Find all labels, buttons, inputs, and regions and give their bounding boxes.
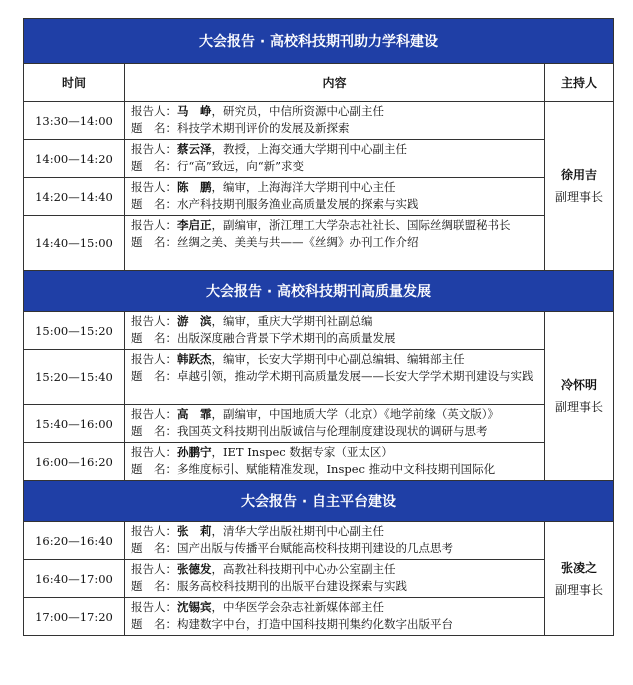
reporter-name: 马 峥 (177, 104, 212, 118)
host-name: 冷怀明 (561, 378, 598, 392)
reporter-affiliation: ，清华大学出版社期刊中心副主任 (211, 524, 384, 538)
content-cell (125, 102, 545, 140)
content-cell (125, 598, 545, 636)
topic-text: 多维度标引、赋能精准发现，Inspec 推动中文科技期刊国际化 (177, 462, 496, 476)
content-cell (125, 350, 545, 405)
table-row (24, 216, 614, 271)
time-cell: 15:00—15:20 (24, 312, 125, 350)
topic-text: 服务高校科技期刊的出版平台建设探索与实践 (177, 579, 407, 593)
topic-label: 题 名： (131, 121, 177, 135)
reporter-affiliation: ，IET Inspec 数据专家（亚太区） (211, 445, 393, 459)
reporter-affiliation: ，中华医学会杂志社新媒体部主任 (211, 600, 384, 614)
content-cell (125, 443, 545, 481)
time-cell: 15:20—15:40 (24, 350, 125, 405)
content-cell (125, 140, 545, 178)
section-title: 大会报告 · 高校科技期刊高质量发展 (24, 271, 614, 312)
time-cell: 16:00—16:20 (24, 443, 125, 481)
topic-text: 构建数字中台，打造中国科技期刊集约化数字出版平台 (177, 617, 453, 631)
reporter-label: 报告人： (131, 524, 177, 538)
time-cell: 16:40—17:00 (24, 560, 125, 598)
time-cell: 14:00—14:20 (24, 140, 125, 178)
topic-label: 题 名： (131, 369, 177, 383)
host-name: 张凌之 (561, 560, 598, 575)
table-row (24, 443, 614, 481)
schedule-wrapper (23, 18, 613, 636)
table-row (24, 312, 614, 350)
time-cell: 15:40—16:00 (24, 405, 125, 443)
reporter-affiliation: ，编审，长安大学期刊中心副总编辑、编辑部主任 (211, 352, 465, 366)
reporter-affiliation: ，编审，重庆大学期刊社副总编 (211, 314, 373, 328)
content-cell (125, 312, 545, 350)
content-cell (125, 405, 545, 443)
host-cell (545, 522, 614, 636)
reporter-affiliation: ，编审，上海海洋大学期刊中心主任 (211, 180, 396, 194)
section-title: 大会报告 · 自主平台建设 (24, 481, 614, 522)
table-row (24, 102, 614, 140)
column-header-content: 内容 (125, 64, 545, 102)
topic-label: 题 名： (131, 579, 177, 593)
time-cell: 13:30—14:00 (24, 102, 125, 140)
table-row (24, 405, 614, 443)
host-title: 副理事长 (555, 400, 604, 414)
topic-label: 题 名： (131, 617, 177, 631)
reporter-label: 报告人： (131, 407, 177, 421)
topic-label: 题 名： (131, 331, 177, 345)
host-title: 副理事长 (555, 582, 604, 597)
topic-label: 题 名： (131, 235, 177, 249)
reporter-name: 蔡云泽 (177, 142, 212, 156)
reporter-affiliation: ，副编审，浙江理工大学杂志社社长、国际丝绸联盟秘书长 (211, 218, 511, 232)
reporter-name: 陈 鹏 (177, 180, 212, 194)
column-header-time: 时间 (24, 64, 125, 102)
reporter-name: 韩跃杰 (177, 352, 212, 366)
section-title: 大会报告 · 高校科技期刊助力学科建设 (24, 19, 614, 64)
column-header-row (24, 64, 614, 102)
section-header-2 (24, 271, 614, 312)
content-cell (125, 560, 545, 598)
host-cell (545, 102, 614, 271)
reporter-affiliation: ，副编审，中国地质大学（北京）《地学前缘（英文版）》 (211, 407, 499, 421)
reporter-affiliation: ，高教社科技期刊中心办公室副主任 (211, 562, 396, 576)
reporter-name: 张 莉 (177, 524, 212, 538)
reporter-label: 报告人： (131, 142, 177, 156)
table-row (24, 140, 614, 178)
host-name: 徐用吉 (561, 168, 598, 182)
reporter-name: 孙鹏宁 (177, 445, 212, 459)
time-cell: 17:00—17:20 (24, 598, 125, 636)
reporter-name: 沈锡宾 (177, 600, 212, 614)
topic-text: 科技学术期刊评价的发展及新探索 (177, 121, 350, 135)
reporter-name: 游 滨 (177, 314, 212, 328)
time-cell: 16:20—16:40 (24, 522, 125, 560)
topic-text: 行“高”致远，向“新”求变 (177, 159, 305, 173)
section-header-1 (24, 19, 614, 64)
schedule-table (23, 18, 614, 636)
table-row (24, 350, 614, 405)
section-header-3 (24, 481, 614, 522)
reporter-name: 张德发 (177, 562, 212, 576)
reporter-label: 报告人： (131, 104, 177, 118)
table-row (24, 560, 614, 598)
content-cell (125, 178, 545, 216)
reporter-label: 报告人： (131, 314, 177, 328)
topic-text: 国产出版与传播平台赋能高校科技期刊建设的几点思考 (177, 541, 453, 555)
content-cell (125, 522, 545, 560)
host-cell (545, 312, 614, 481)
topic-text: 出版深度融合背景下学术期刊的高质量发展 (177, 331, 396, 345)
topic-label: 题 名： (131, 462, 177, 476)
reporter-name: 高 霏 (177, 407, 212, 421)
reporter-label: 报告人： (131, 218, 177, 232)
topic-label: 题 名： (131, 159, 177, 173)
reporter-label: 报告人： (131, 600, 177, 614)
topic-text: 卓越引领，推动学术期刊高质量发展——长安大学学术期刊建设与实践 (177, 369, 534, 383)
reporter-label: 报告人： (131, 352, 177, 366)
topic-text: 丝绸之美、美美与共——《丝绸》办刊工作介绍 (177, 235, 419, 249)
time-cell: 14:40—15:00 (24, 216, 125, 271)
reporter-name: 李启正 (177, 218, 212, 232)
host-title: 副理事长 (555, 190, 604, 204)
table-row (24, 598, 614, 636)
reporter-label: 报告人： (131, 562, 177, 576)
reporter-affiliation: ，教授，上海交通大学期刊中心副主任 (211, 142, 407, 156)
table-row (24, 178, 614, 216)
topic-label: 题 名： (131, 424, 177, 438)
table-row (24, 522, 614, 560)
reporter-affiliation: ，研究员，中信所资源中心副主任 (211, 104, 384, 118)
topic-text: 水产科技期刊服务渔业高质量发展的探索与实践 (177, 197, 419, 211)
reporter-label: 报告人： (131, 445, 177, 459)
column-header-host: 主持人 (545, 64, 614, 102)
topic-label: 题 名： (131, 541, 177, 555)
topic-text: 我国英文科技期刊出版诚信与伦理制度建设现状的调研与思考 (177, 424, 488, 438)
content-cell (125, 216, 545, 271)
time-cell: 14:20—14:40 (24, 178, 125, 216)
topic-label: 题 名： (131, 197, 177, 211)
reporter-label: 报告人： (131, 180, 177, 194)
